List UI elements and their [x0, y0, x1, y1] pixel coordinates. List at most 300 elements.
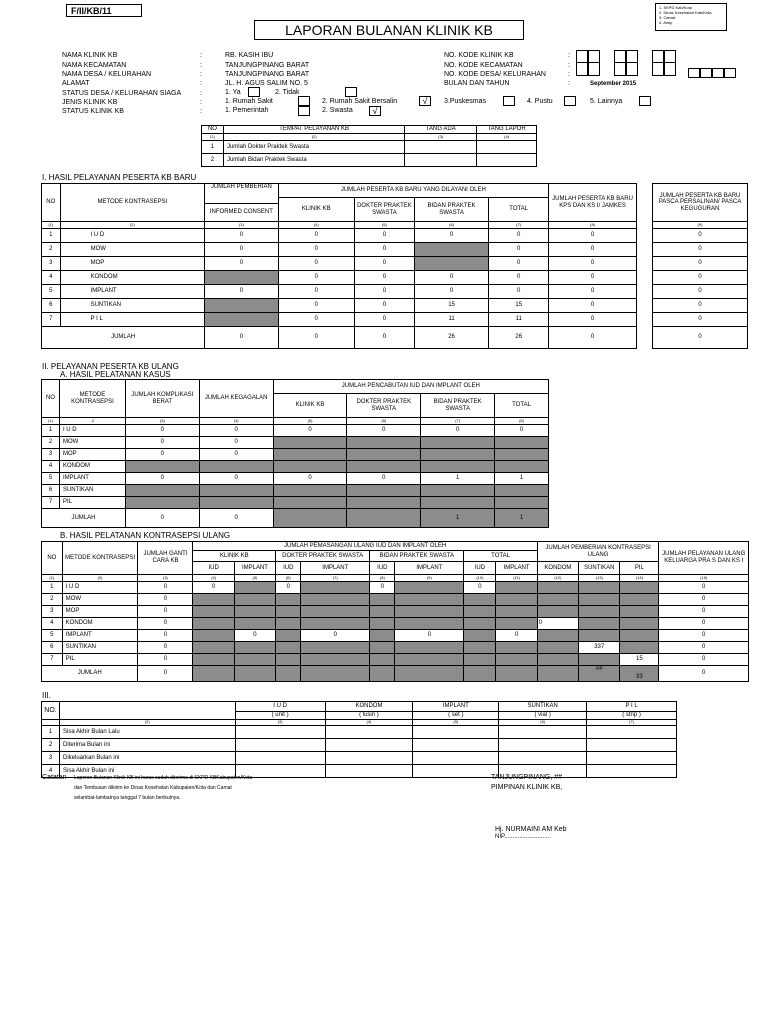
cell[interactable]: 15 [620, 654, 659, 666]
cell-disabled [496, 582, 537, 594]
col-num: (3) [205, 222, 278, 229]
cell[interactable]: 0 [496, 630, 537, 642]
cell[interactable]: 0 [278, 285, 354, 299]
cell-disabled [234, 606, 275, 618]
total-label: JUMLAH [42, 509, 126, 528]
cell-disabled [496, 606, 537, 618]
cell-disabled [205, 299, 278, 313]
cell[interactable]: 0 [653, 299, 748, 313]
cell[interactable]: 0 [549, 313, 637, 327]
cell-disabled [464, 594, 496, 606]
status-desa-label: STATUS DESA / KELURAHAN SIAGA [62, 90, 182, 97]
cell[interactable] [405, 154, 477, 167]
row-no: 5 [42, 473, 60, 485]
cell[interactable] [405, 141, 477, 154]
cell[interactable]: 0 [199, 449, 273, 461]
cell-disabled [620, 594, 659, 606]
kode-desa-label: NO. KODE DESA/ KELURAHAN [444, 71, 546, 78]
cell[interactable]: 0 [659, 654, 749, 666]
total-cell: 1 [421, 509, 495, 528]
cell-disabled [347, 461, 421, 473]
cell-disabled [301, 642, 370, 654]
cell[interactable] [587, 765, 677, 778]
cell[interactable]: 0 [489, 229, 549, 243]
cell[interactable]: 0 [138, 606, 193, 618]
col-num: (8) [549, 222, 637, 229]
col-num: (12) [537, 575, 578, 582]
col-num: (5) [273, 418, 347, 425]
alamat: JL. H. AGUS SALIM NO. 5 [225, 80, 308, 87]
cell[interactable]: 0 [138, 654, 193, 666]
cell[interactable]: 0 [205, 229, 278, 243]
page-title: LAPORAN BULANAN KLINIK KB [254, 20, 524, 40]
h-klinik: KLINIK KB [278, 198, 354, 222]
cell[interactable]: 0 [414, 285, 488, 299]
cell[interactable]: 0 [199, 425, 273, 437]
h-dokter: DOKTER PRAKTEK SWASTA [276, 551, 370, 562]
code-box[interactable] [588, 50, 600, 76]
col-num: (10) [464, 575, 496, 582]
cell[interactable] [499, 726, 587, 739]
row-label: SUNTIKAN [60, 299, 205, 313]
cell[interactable]: 0 [125, 425, 199, 437]
cell[interactable]: 0 [659, 618, 749, 630]
row-no: 1 [42, 229, 61, 243]
cell[interactable]: 0 [199, 473, 273, 485]
code-divider [652, 62, 676, 63]
cell[interactable]: 0 [549, 285, 637, 299]
cell[interactable]: 0 [421, 425, 495, 437]
col-num: (6) [499, 720, 587, 726]
h-pil: PIL [620, 562, 659, 575]
cell-disabled [495, 461, 549, 473]
cell-disabled [464, 630, 496, 642]
col-num: (2) [59, 720, 235, 726]
cell[interactable] [587, 726, 677, 739]
cell[interactable] [587, 739, 677, 752]
cell[interactable]: 0 [659, 642, 749, 654]
row-label: MOP [59, 449, 125, 461]
cell-disabled [537, 642, 578, 654]
cell-disabled [395, 582, 464, 594]
col-num: (5) [413, 720, 499, 726]
total-cell: ## [579, 666, 620, 682]
row-label: MOW [62, 594, 138, 606]
total-cell: 0 [354, 327, 414, 349]
unit: ( vial ) [499, 712, 587, 720]
cell[interactable]: 0 [495, 425, 549, 437]
cell[interactable] [413, 765, 499, 778]
h-ic: INFORMED CONSENT [205, 204, 278, 222]
col-num: (15) [659, 575, 749, 582]
cell[interactable] [477, 154, 537, 167]
cell[interactable] [325, 765, 413, 778]
cell[interactable] [499, 752, 587, 765]
alamat-label: ALAMAT [62, 80, 90, 87]
h-gagal: JUMLAH KEGAGALAN [199, 380, 273, 418]
cell[interactable] [413, 752, 499, 765]
catatan-label: Catatan [42, 774, 67, 781]
total-cell: 0 [278, 327, 354, 349]
code-box[interactable] [626, 50, 638, 76]
code-box[interactable] [688, 68, 700, 78]
cell[interactable]: 0 [273, 473, 347, 485]
cell[interactable]: 0 [537, 618, 578, 630]
cell-disabled [276, 666, 301, 682]
cell[interactable]: 0 [205, 243, 278, 257]
cell[interactable]: 0 [659, 606, 749, 618]
code-box[interactable] [652, 50, 664, 76]
cell[interactable]: 0 [354, 257, 414, 271]
cell[interactable]: 0 [653, 243, 748, 257]
cell-disabled [414, 243, 488, 257]
h-blank [59, 702, 235, 720]
cell[interactable]: 0 [370, 582, 395, 594]
checkbox-pemerintah[interactable] [298, 106, 310, 116]
cell[interactable]: 0 [653, 271, 748, 285]
row-label: Jumlah Bidan Praktek Swasta [223, 154, 404, 167]
option-tidak: 2. Tidak [275, 89, 300, 96]
option-rs: 1. Rumah Sakit [225, 98, 273, 105]
code-box[interactable] [712, 68, 724, 78]
row-label: MOW [60, 243, 205, 257]
cell-disabled [273, 497, 347, 509]
cell-disabled [199, 485, 273, 497]
desa: TANJUNGPINANG BARAT [225, 71, 310, 78]
row-no: 1 [42, 425, 60, 437]
cell-disabled [301, 582, 370, 594]
cell-disabled [234, 594, 275, 606]
cell-disabled [370, 630, 395, 642]
row-label: PIL [59, 497, 125, 509]
cell[interactable]: 0 [138, 642, 193, 654]
unit: ( strip ) [587, 712, 677, 720]
row-label: SUNTIKAN [59, 485, 125, 497]
cell[interactable]: 0 [347, 473, 421, 485]
distribution-item: 3. Camat [659, 15, 676, 20]
cell[interactable] [325, 752, 413, 765]
h-metode: METODE KONTRASEPSI [59, 380, 125, 418]
cell[interactable]: 0 [549, 229, 637, 243]
cell-disabled [370, 606, 395, 618]
cell[interactable]: 0 [278, 229, 354, 243]
cell-disabled [464, 606, 496, 618]
col-num: (6) [347, 418, 421, 425]
cell-disabled [276, 630, 301, 642]
cell[interactable] [235, 726, 325, 739]
cell[interactable]: 0 [653, 285, 748, 299]
row-no: 4 [42, 461, 60, 473]
colon: : [200, 80, 202, 87]
sec2a-table [41, 379, 549, 528]
checkbox-tidak[interactable] [345, 87, 357, 97]
cell-disabled [370, 594, 395, 606]
cell-disabled [395, 618, 464, 630]
cell-disabled [464, 642, 496, 654]
cell[interactable] [587, 752, 677, 765]
signature-name: Hj. NURMAINI AM Keb [495, 826, 567, 833]
checkbox-swasta[interactable]: √ [369, 106, 381, 116]
cell-disabled [370, 654, 395, 666]
cell[interactable]: 0 [489, 243, 549, 257]
cell[interactable]: 0 [659, 630, 749, 642]
places-table [201, 125, 537, 167]
cell[interactable]: 0 [354, 313, 414, 327]
cell-disabled [395, 594, 464, 606]
h-metode: METODE KONTRASEPSI [60, 184, 205, 222]
cell[interactable]: 0 [354, 243, 414, 257]
cell[interactable]: 0 [138, 582, 193, 594]
cell[interactable]: 0 [653, 257, 748, 271]
cell[interactable]: 0 [549, 271, 637, 285]
cell[interactable]: 0 [549, 243, 637, 257]
col-num: (8) [370, 575, 395, 582]
cell-disabled [273, 461, 347, 473]
total-cell: 0 [199, 509, 273, 528]
cell[interactable]: 0 [205, 285, 278, 299]
cell-disabled [464, 666, 496, 682]
row-no: 3 [42, 257, 61, 271]
nama-klinik: RB. KASIH IBU [225, 52, 274, 59]
code-box[interactable] [614, 50, 626, 76]
cell[interactable] [413, 726, 499, 739]
cell[interactable]: 0 [549, 257, 637, 271]
h-bidan: BIDAN PRAKTEK SWASTA [414, 198, 488, 222]
cell-disabled [193, 630, 234, 642]
section-2a-title: A. HASIL PELATANAN KASUS [60, 370, 171, 379]
row-label: MOP [60, 257, 205, 271]
cell[interactable]: 0 [125, 473, 199, 485]
cell[interactable]: 0 [347, 425, 421, 437]
col-num: (3) [125, 418, 199, 425]
section-3-title: III. [42, 691, 51, 700]
h-ganti: JUMLAH GANTI CARA KB [138, 542, 193, 575]
cell[interactable]: 0 [354, 271, 414, 285]
row-no: 2 [42, 243, 61, 257]
colon: : [200, 71, 202, 78]
nama-klinik-label: NAMA KLINIK KB [62, 52, 118, 59]
cell[interactable]: 0 [278, 313, 354, 327]
cell[interactable]: 0 [659, 582, 749, 594]
cell-disabled [421, 449, 495, 461]
h-metode: METODE KONTRASEPSI [62, 542, 138, 575]
col-num: (4) [325, 720, 413, 726]
cell[interactable]: 0 [125, 449, 199, 461]
row-label: P I L [60, 313, 205, 327]
total-cell [273, 509, 347, 528]
cell[interactable]: 0 [354, 229, 414, 243]
col-num: (5) [234, 575, 275, 582]
cell[interactable]: 0 [414, 271, 488, 285]
cell[interactable] [413, 739, 499, 752]
col-num: (2) [223, 134, 404, 141]
row-no: 2 [42, 594, 63, 606]
code-box[interactable] [724, 68, 736, 78]
row-no: 4 [42, 271, 61, 285]
checkbox-ya[interactable] [248, 87, 260, 97]
checkbox-pustu[interactable] [564, 96, 576, 106]
col-header: TANG ADA [405, 126, 477, 134]
cell-disabled [496, 642, 537, 654]
row-label: MOP [62, 606, 138, 618]
cell[interactable]: 0 [659, 594, 749, 606]
cell-disabled [495, 437, 549, 449]
h-implant: IMPLANT [413, 702, 499, 712]
cell[interactable]: 15 [414, 299, 488, 313]
cell-disabled [193, 654, 234, 666]
option-swasta: 2. Swasta [322, 107, 353, 114]
checkbox-lainnya[interactable] [639, 96, 651, 106]
cell-disabled [579, 594, 620, 606]
cell[interactable]: 0 [138, 630, 193, 642]
footer-note-3: selambat-lambatnya tanggal 7 bulan berikutnya. [74, 795, 181, 801]
cell[interactable]: 337 [579, 642, 620, 654]
cell-disabled [347, 485, 421, 497]
cell[interactable]: 11 [489, 313, 549, 327]
cell[interactable]: 0 [414, 229, 488, 243]
cell[interactable]: 0 [273, 425, 347, 437]
row-label: KONDOM [59, 461, 125, 473]
cell[interactable] [477, 141, 537, 154]
sec1-table [41, 183, 637, 349]
cell[interactable]: 0 [653, 229, 748, 243]
total-cell: 0 [205, 327, 278, 349]
cell[interactable]: 0 [395, 630, 464, 642]
cell-disabled [125, 485, 199, 497]
code-box[interactable] [700, 68, 712, 78]
checkbox-rsb[interactable]: √ [419, 96, 431, 106]
code-divider [614, 62, 638, 63]
cell-disabled [125, 497, 199, 509]
row-label: IMPLANT [60, 285, 205, 299]
col-header: TEMPAT PELAYANAN KB [223, 126, 404, 134]
cell[interactable]: 0 [138, 594, 193, 606]
h-komp: JUMLAH KOMPLIKASI BERAT [125, 380, 199, 418]
cell-disabled [496, 594, 537, 606]
col-num: (3) [138, 575, 193, 582]
cell[interactable]: 0 [199, 437, 273, 449]
unit: ( unit ) [235, 712, 325, 720]
row-label: MOW [59, 437, 125, 449]
total-label: JUMLAH [42, 327, 205, 349]
cell[interactable]: 0 [125, 437, 199, 449]
colon: : [568, 80, 570, 87]
h-iud: I U D [235, 702, 325, 712]
cell-disabled [234, 618, 275, 630]
cell[interactable]: 0 [489, 285, 549, 299]
cell[interactable]: 0 [354, 299, 414, 313]
checkbox-rs[interactable] [298, 96, 310, 106]
h-implant: IMPLANT [234, 562, 275, 575]
cell-disabled [395, 606, 464, 618]
h-pasca: JUMLAH PESERTA KB BARU PASCA PERSALINAN/ PASCA KEGUGURAN [653, 184, 748, 222]
cell[interactable]: 0 [653, 313, 748, 327]
cell[interactable]: 0 [278, 299, 354, 313]
checkbox-puskesmas[interactable] [503, 96, 515, 106]
cell-disabled [579, 618, 620, 630]
cell[interactable]: 1 [495, 473, 549, 485]
cell[interactable]: 0 [301, 630, 370, 642]
col-num: (2) [62, 575, 138, 582]
h-pemberian: JUMLAH PEMBERIAN KONTRASEPSI ULANG [537, 542, 659, 562]
total-cell: 26 [489, 327, 549, 349]
code-box[interactable] [576, 50, 588, 76]
cell-disabled [193, 642, 234, 654]
cell[interactable] [235, 752, 325, 765]
cell[interactable]: 0 [205, 257, 278, 271]
cell[interactable]: 0 [138, 618, 193, 630]
h-pra: JUMLAH PELAYANAN ULANG KELUARGA PRA S DAN KS I [659, 542, 749, 575]
row-label: KONDOM [62, 618, 138, 630]
h-klinik: KLINIK KB [193, 551, 276, 562]
cell[interactable]: 0 [234, 630, 275, 642]
row-label: I U D [60, 229, 205, 243]
cell-disabled [301, 654, 370, 666]
cell-disabled [464, 654, 496, 666]
code-box[interactable] [664, 50, 676, 76]
cell[interactable]: 0 [354, 285, 414, 299]
h-suntikan: SUNTIKAN [579, 562, 620, 575]
bulan-value: September 2015 [590, 81, 637, 87]
row-no: 5 [42, 285, 61, 299]
h-suntikan: SUNTIKAN [499, 702, 587, 712]
cell-disabled [205, 271, 278, 285]
cell-disabled [620, 618, 659, 630]
row-no: 2 [202, 154, 224, 167]
cell-disabled [276, 654, 301, 666]
cell-disabled [421, 437, 495, 449]
h-pil: P I L [587, 702, 677, 712]
cell[interactable]: 0 [489, 271, 549, 285]
row-no: 4 [42, 765, 60, 778]
h-no: NO [42, 184, 61, 222]
col-num: (3) [235, 720, 325, 726]
h-implant: IMPLANT [496, 562, 537, 575]
cell[interactable]: 11 [414, 313, 488, 327]
h-no: NO. [42, 702, 60, 720]
cell[interactable]: 0 [549, 299, 637, 313]
colon: : [200, 108, 202, 115]
cell-disabled [234, 582, 275, 594]
cell[interactable]: 15 [489, 299, 549, 313]
cell[interactable]: 0 [464, 582, 496, 594]
cell-disabled [620, 630, 659, 642]
col-num: (4) [193, 575, 234, 582]
col-header: NO [202, 126, 224, 134]
col-num: (7) [489, 222, 549, 229]
cell[interactable]: 0 [278, 243, 354, 257]
cell[interactable]: 0 [193, 582, 234, 594]
cell[interactable] [325, 726, 413, 739]
cell[interactable] [325, 739, 413, 752]
section-2-title: II. PELAYANAN PESERTA KB ULANG [42, 362, 179, 371]
cell[interactable]: 1 [421, 473, 495, 485]
h-bidan: BIDAN PRAKTEK SWASTA [370, 551, 464, 562]
cell-disabled [495, 449, 549, 461]
cell-disabled [301, 666, 370, 682]
cell[interactable] [499, 739, 587, 752]
sec3-table [41, 701, 677, 778]
col-num: -2 [59, 418, 125, 425]
cell[interactable]: 0 [278, 271, 354, 285]
cell[interactable]: 0 [278, 257, 354, 271]
sec2b-table [41, 541, 749, 682]
row-label: IMPLANT [62, 630, 138, 642]
cell[interactable]: 0 [489, 257, 549, 271]
cell[interactable] [235, 739, 325, 752]
cell[interactable]: 0 [276, 582, 301, 594]
col-num: (3) [405, 134, 477, 141]
